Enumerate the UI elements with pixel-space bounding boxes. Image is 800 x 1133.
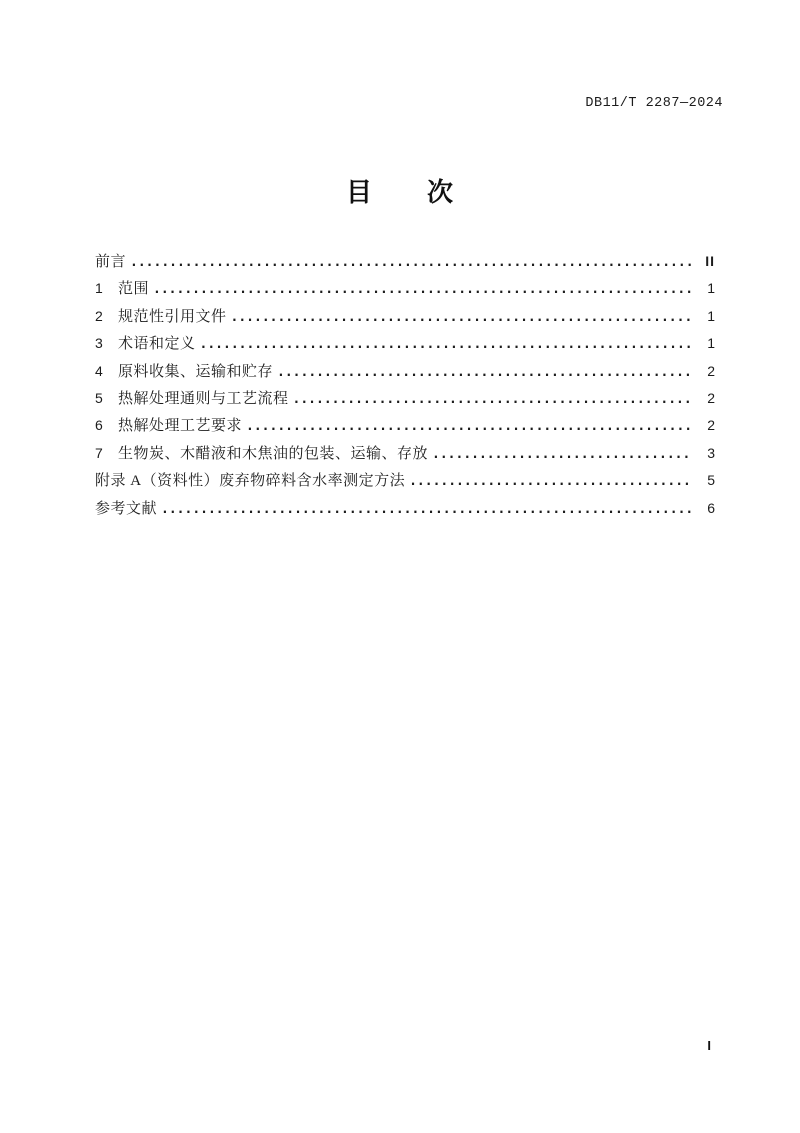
toc-entry-title: 规范性引用文件 xyxy=(118,308,227,325)
toc-entry-number: 6 xyxy=(95,417,103,434)
dot-leader xyxy=(432,447,692,462)
toc-entry-page: 2 xyxy=(707,362,715,379)
toc-entry-page: II xyxy=(705,253,715,269)
toc-entry-title: 前言 xyxy=(95,254,127,270)
dot-leader xyxy=(161,502,692,517)
toc-entry-page: 6 xyxy=(707,499,715,516)
toc-entry-number: 7 xyxy=(95,444,103,461)
toc-entry-references xyxy=(95,497,715,524)
toc-entry-title: 术语和定义 xyxy=(118,336,196,353)
toc-entry-number: 1 xyxy=(95,280,103,297)
toc-entry-title: 生物炭、木醋液和木焦油的包装、运输、存放 xyxy=(118,445,429,462)
toc-entry-page: 2 xyxy=(707,417,715,434)
toc-entry-title: 热解处理通则与工艺流程 xyxy=(118,390,289,407)
toc-entry-scope xyxy=(95,277,715,304)
dot-leader xyxy=(231,310,692,325)
toc-entry-page: 5 xyxy=(707,472,715,489)
toc-entry-title: 热解处理工艺要求 xyxy=(118,418,243,435)
toc-entry-pyrolysis-process xyxy=(95,414,715,441)
toc-entry-normative-references xyxy=(95,305,715,332)
toc-entry-page: 2 xyxy=(707,389,715,406)
dot-leader xyxy=(293,392,692,407)
toc-entry-number: 3 xyxy=(95,335,103,352)
toc-entry-title: 附录 A（资料性）废弃物碎料含水率测定方法 xyxy=(95,473,406,490)
toc-entry-title: 范围 xyxy=(118,281,150,298)
dot-leader xyxy=(277,365,692,380)
dot-leader xyxy=(246,419,692,434)
dot-leader xyxy=(153,282,692,297)
toc-entry-page: 1 xyxy=(707,307,715,324)
footer-page-number: I xyxy=(707,1038,711,1053)
toc-entry-foreword xyxy=(95,250,715,277)
toc-entry-terms-definitions xyxy=(95,332,715,359)
toc-entry-title: 参考文献 xyxy=(95,500,158,517)
toc-entry-number: 4 xyxy=(95,362,103,379)
toc-entry-page: 3 xyxy=(707,444,715,461)
toc-entry-pyrolysis-general xyxy=(95,387,715,414)
toc-entry-page: 1 xyxy=(707,335,715,352)
standard-number-header: DB11/T 2287—2024 xyxy=(585,96,723,111)
toc-entry-biochar-packaging xyxy=(95,442,715,469)
page-title: 目 次 xyxy=(345,177,454,207)
toc-entry-appendix-a xyxy=(95,469,715,496)
dot-leader xyxy=(130,255,692,270)
toc-entry-number: 5 xyxy=(95,389,103,406)
toc-entry-title: 原料收集、运输和贮存 xyxy=(118,363,274,380)
toc-entry-page: 1 xyxy=(707,280,715,297)
toc-entry-number: 2 xyxy=(95,307,103,324)
table-of-contents xyxy=(95,250,715,524)
dot-leader xyxy=(200,337,692,352)
toc-entry-raw-material xyxy=(95,360,715,387)
dot-leader xyxy=(409,474,692,489)
